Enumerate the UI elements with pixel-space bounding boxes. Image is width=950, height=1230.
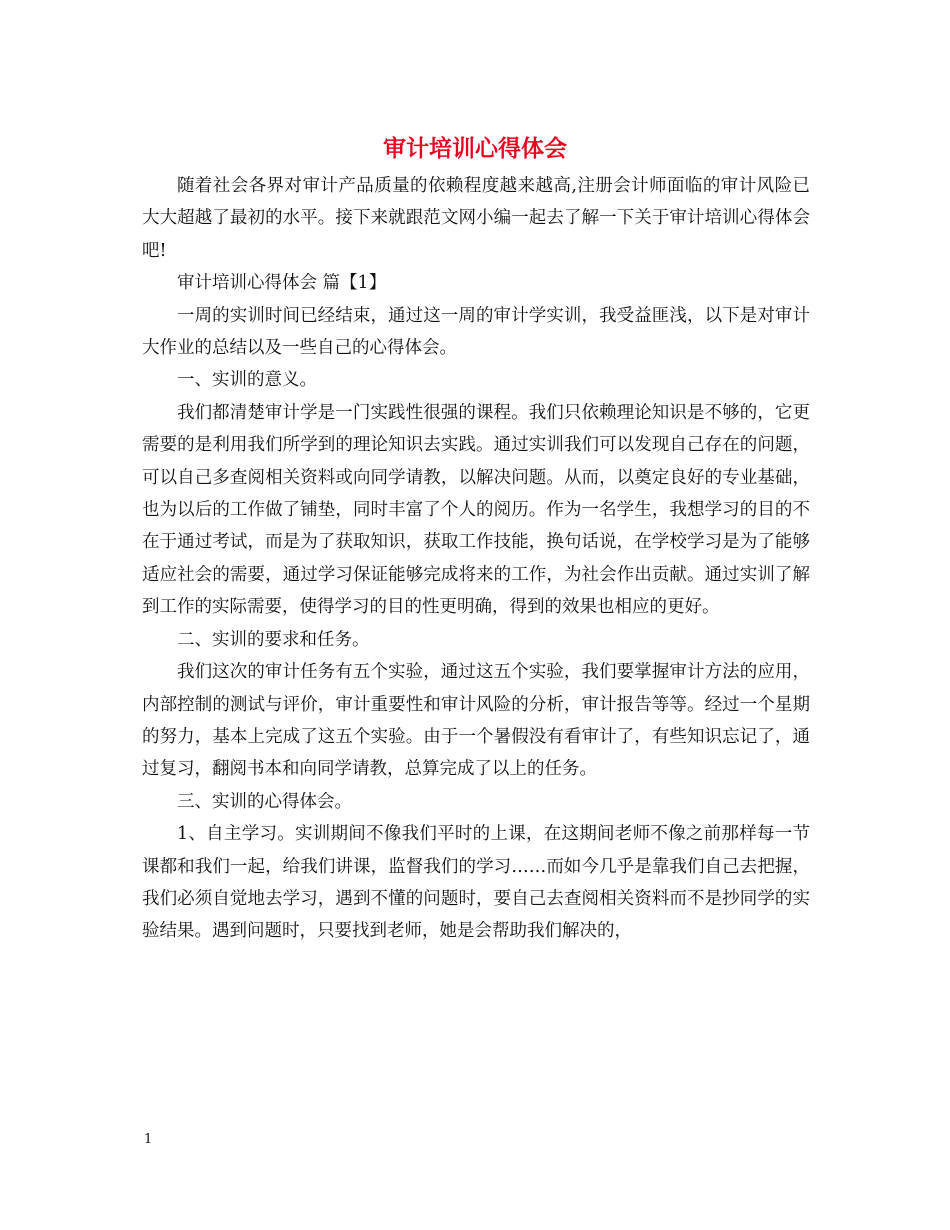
paragraph-heading-2: 二、实训的要求和任务。 xyxy=(177,629,370,650)
paragraph-intro: 随着社会各界对审计产品质量的依赖程度越来越高,注册会计师面临的审计风险已大大超越了最初的水平。接下来就跟范文网小编一起去了解一下关于审计培训心得体会吧! xyxy=(142,176,810,261)
page-number: 1 xyxy=(144,1132,153,1147)
paragraph: 我们都清楚审计学是一门实践性很强的课程。我们只依赖理论知识是不够的，它更需要的是利用我们所学到的理论知识去实践。通过实训我们可以发现自己存在的问题，可以自己多查阅相关资料或向同学请教，以解决问题。从而，以奠定良好的专业基础，也为以后的工作做了铺垫，同时丰富了个人的阅历。作为一名学生，我想学习的目的不在于通过考试，而是为了获取知识，获取工作技能，换句话说，在学校学习是为了能够适应社会的需要，通过学习保证能够完成将来的工作，为社会作出贡献。通过实训了解到工作的实际需要，使得学习的目的性更明确，得到的效果也相应的更好。 xyxy=(142,402,810,618)
paragraph: 我们这次的审计任务有五个实验，通过这五个实验，我们要掌握审计方法的应用，内部控制的测试与评价，审计重要性和审计风险的分析，审计报告等等。经过一个星期的努力，基本上完成了这五个实验。由于一个暑假没有看审计了，有些知识忘记了，通过复习，翻阅书本和向同学请教，总算完成了以上的任务。 xyxy=(142,662,810,780)
document-title: 审计培训心得体会 xyxy=(383,135,567,162)
paragraph: 1、自主学习。实训期间不像我们平时的上课，在这期间老师不像之前那样每一节课都和我们一起，给我们讲课，监督我们的学习……而如今几乎是靠我们自己去把握，我们必须自觉地去学习，遇到不懂的问题时，要自己去查阅相关资料而不是抄同学的实验结果。遇到问题时，只要找到老师，她是会帮助我们解决的， xyxy=(142,824,810,942)
paragraph-section-heading: 审计培训心得体会 篇【1】 xyxy=(177,273,387,294)
paragraph: 一周的实训时间已经结束，通过这一周的审计学实训，我受益匪浅，以下是对审计大作业的总结以及一些自己的心得体会。 xyxy=(142,305,810,359)
paragraph-heading-3: 三、实训的心得体会。 xyxy=(177,791,352,812)
document-body xyxy=(142,170,810,948)
paragraph-heading-1: 一、实训的意义。 xyxy=(177,370,317,391)
